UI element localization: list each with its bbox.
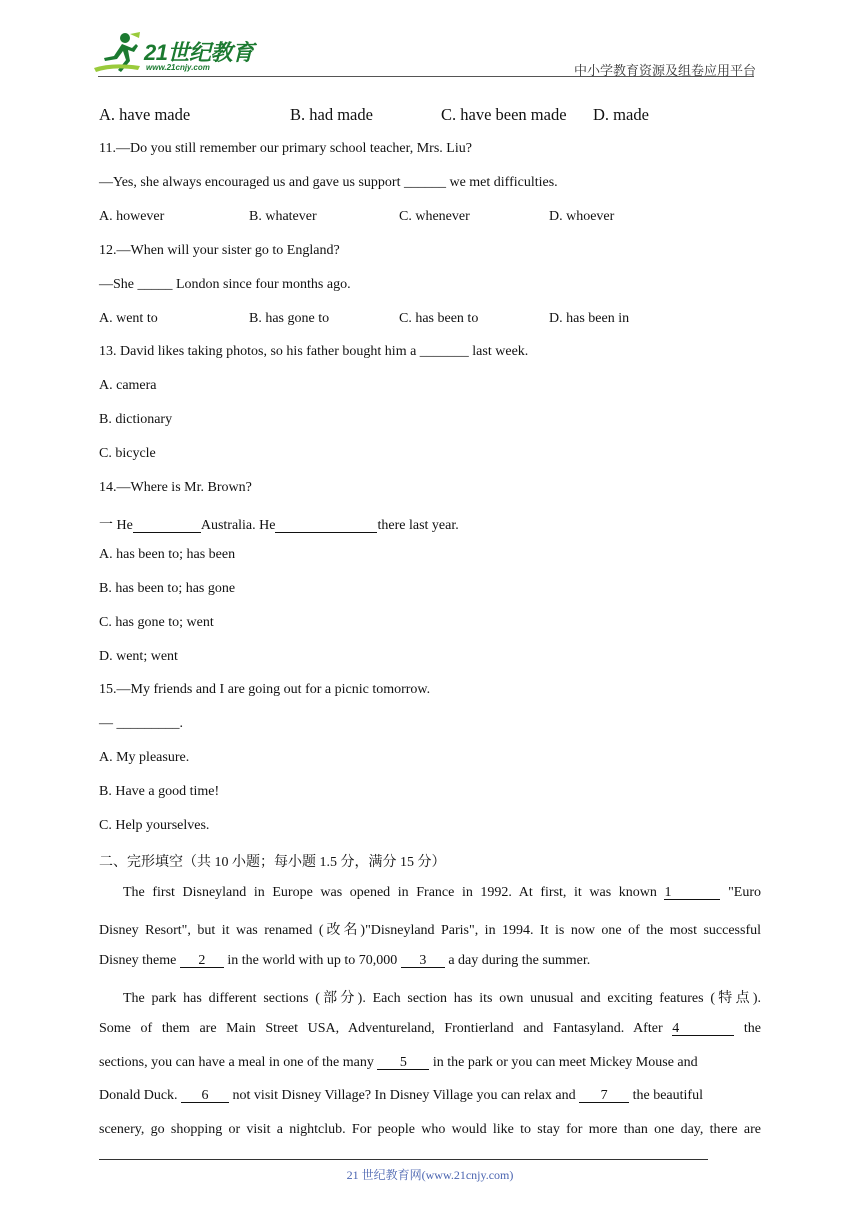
- q10-option-c: C. have been made: [441, 105, 567, 124]
- q14-blank-2: [275, 520, 377, 533]
- q15-option-c: C. Help yourselves.: [99, 818, 210, 833]
- passage-p1-line3: [99, 953, 761, 969]
- passage-p1-line1: [99, 885, 761, 901]
- q11-stem: 11.—Do you still remember our primary school teacher, Mrs. Liu?: [99, 141, 472, 156]
- header-divider: [98, 76, 754, 77]
- p1-l3-text-a: Disney theme: [99, 953, 180, 968]
- q12-option-b: B. has gone to: [249, 311, 330, 326]
- cloze-blank-5: 5: [377, 1057, 429, 1070]
- site-logo: [92, 30, 262, 78]
- q15-blank: _________: [116, 716, 180, 731]
- cloze-blank-1: 1: [664, 887, 720, 900]
- q13-stem: [99, 344, 528, 360]
- q10-option-a: A. have made: [99, 105, 191, 124]
- logo-text: 21世纪教育: [144, 40, 254, 65]
- q15-reply-text-b: .: [179, 716, 183, 731]
- q14-reply: [99, 514, 459, 534]
- p1-l3-text-b: in the world with up to 70,000: [223, 953, 401, 968]
- q11-option-b: B. whatever: [249, 209, 317, 224]
- runner-logo-icon: [92, 30, 144, 76]
- platform-name: 中小学教育资源及组卷应用平台: [573, 63, 756, 78]
- q13-stem-text-a: 13. David likes taking photos, so his father bought him a: [99, 344, 420, 359]
- q14-option-d: D. went; went: [99, 649, 178, 664]
- q15-option-b: B. Have a good time!: [99, 784, 220, 799]
- q15-option-a: A. My pleasure.: [99, 750, 190, 765]
- q11-option-c: C. whenever: [399, 209, 470, 224]
- page-footer: 21 世纪教育网(www.21cnjy.com): [346, 1168, 514, 1182]
- p2-l2-text-a: Some of them are Main Street USA, Adventureland, Frontierland and Fantasyland. After: [99, 1021, 663, 1036]
- q11-option-a: A. however: [99, 209, 165, 224]
- p2-l3-text-a: sections, you can have a meal in one of the many: [99, 1055, 378, 1070]
- q12-option-c: C. has been to: [399, 311, 479, 326]
- p1-text: The first Disneyland in Europe was opened in France in 1992. At first, it was known: [123, 885, 657, 900]
- q12-reply-text-a: —She: [99, 277, 138, 292]
- passage-p1-line2: Disney Resort", but it was renamed (改名)"Disneyland Paris", in 1994. It is now one of the most successful: [99, 923, 761, 938]
- p2-l4-text-b: not visit Disney Village? In Disney Village you can relax and: [229, 1088, 580, 1103]
- passage-p2-line2: [99, 1021, 761, 1037]
- cloze-blank-2: 2: [180, 955, 224, 968]
- q11-reply-text-a: —Yes, she always encouraged us and gave us support: [99, 175, 404, 190]
- section2-title: 二、完形填空（共 10 小题；每小题 1.5 分，满分 15 分）: [99, 855, 446, 870]
- p2-l4-text-c: the beautiful: [629, 1088, 703, 1103]
- footer-divider: [99, 1159, 708, 1160]
- passage-p2-line4: [99, 1088, 761, 1104]
- cloze-blank-6: 6: [181, 1090, 229, 1103]
- q11-reply-text-b: we met difficulties.: [445, 175, 558, 190]
- cloze-blank-7: 7: [579, 1090, 629, 1103]
- q14-blank-1: [133, 520, 201, 533]
- passage-p2-line3: [99, 1055, 761, 1071]
- q11-option-d: D. whoever: [549, 209, 615, 224]
- cloze-blank-4: 4: [672, 1023, 734, 1036]
- q15-stem: 15.—My friends and I are going out for a picnic tomorrow.: [99, 682, 431, 697]
- logo-url: www.21cnjy.com: [146, 63, 210, 72]
- q14-option-b: B. has been to; has gone: [99, 581, 236, 596]
- q11-reply: [99, 175, 558, 191]
- q13-option-b: B. dictionary: [99, 412, 173, 427]
- q12-option-a: A. went to: [99, 311, 158, 326]
- q11-blank: ______: [403, 175, 446, 190]
- passage-p2-line1: The park has different sections (部分). Each section has its own unusual and exciting features (特点).: [123, 991, 761, 1006]
- q10-option-d: D. made: [593, 105, 649, 124]
- q12-stem: 12.—When will your sister go to England?: [99, 243, 340, 258]
- page-header: [0, 0, 860, 80]
- p1-text-end: "Euro: [728, 885, 762, 900]
- q12-reply: [99, 277, 351, 293]
- q14-reply-text-a: 一 He: [99, 518, 133, 533]
- p2-l3-text-b: in the park or you can meet Mickey Mouse and: [429, 1055, 698, 1070]
- q13-stem-text-b: last week.: [468, 344, 529, 359]
- q12-option-d: D. has been in: [549, 311, 630, 326]
- q10-option-b: B. had made: [290, 105, 373, 124]
- q12-reply-text-b: London since four months ago.: [172, 277, 351, 292]
- q14-reply-text-c: there last year.: [377, 518, 459, 533]
- passage-p2-line5: scenery, go shopping or visit a nightclub. For people who would like to stay for more than one day, there are: [99, 1122, 761, 1137]
- p2-l4-text-a: Donald Duck.: [99, 1088, 182, 1103]
- q14-option-a: A. has been to; has been: [99, 547, 236, 562]
- p2-l2-text-b: the: [743, 1021, 761, 1036]
- q14-option-c: C. has gone to; went: [99, 615, 214, 630]
- q13-blank: _______: [419, 344, 469, 359]
- q14-reply-text-b: Australia. He: [200, 518, 276, 533]
- cloze-blank-3: 3: [401, 955, 445, 968]
- q12-blank: _____: [137, 277, 173, 292]
- q14-stem: 14.—Where is Mr. Brown?: [99, 480, 252, 495]
- q13-option-c: C. bicycle: [99, 446, 156, 461]
- q15-reply: [99, 716, 183, 732]
- p1-l3-text-c: a day during the summer.: [444, 953, 591, 968]
- q13-option-a: A. camera: [99, 378, 157, 393]
- q15-reply-text-a: —: [99, 716, 117, 731]
